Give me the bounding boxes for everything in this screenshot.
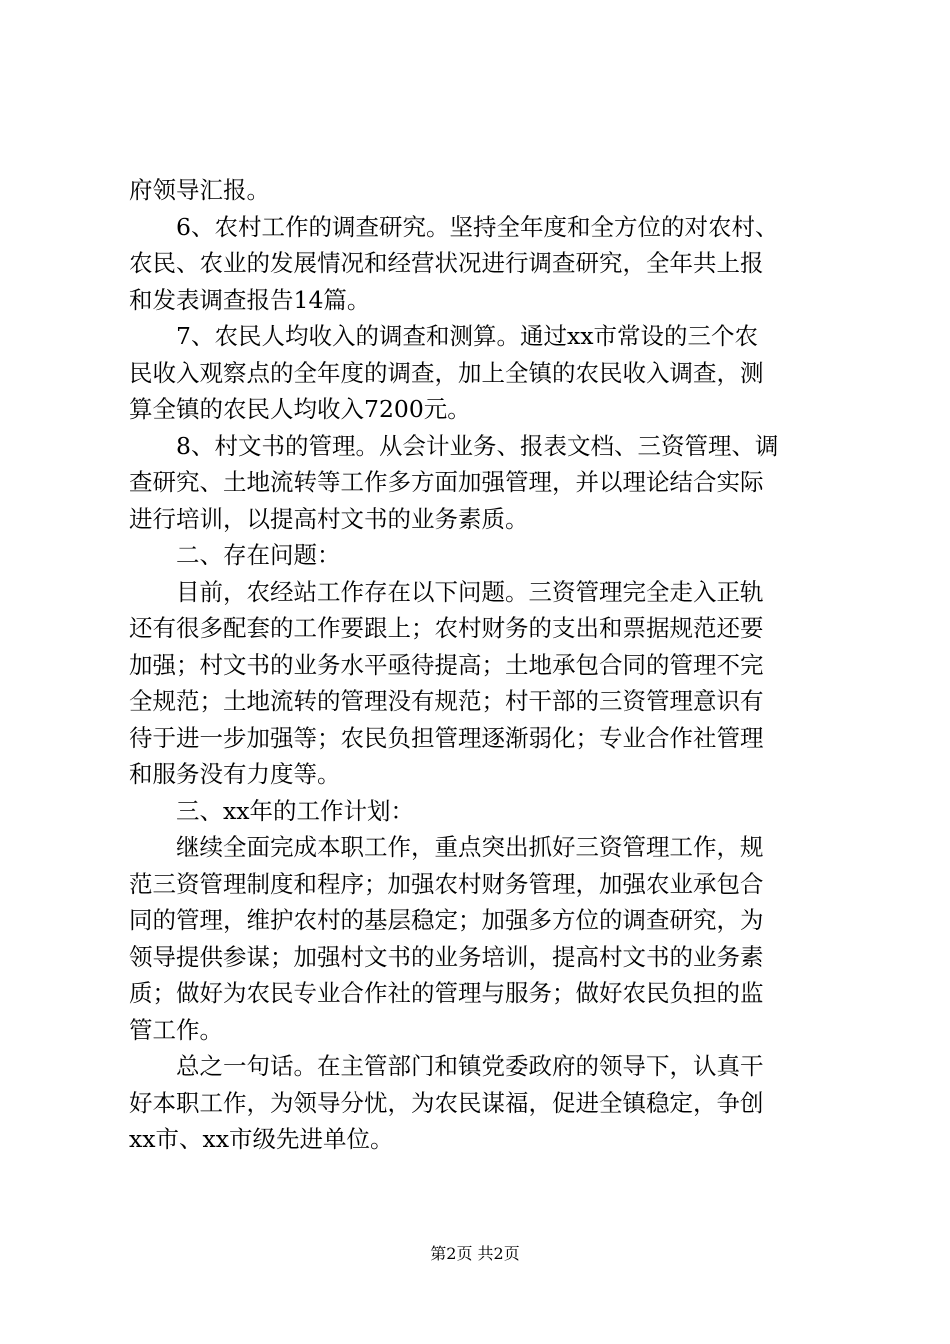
document-body [129, 172, 829, 1158]
text-line: 进行培训，以提高村文书的业务素质。 [129, 504, 529, 533]
text-line: 和服务没有力度等。 [129, 760, 341, 788]
text-line: 同的管理，维护农村的基层稳定；加强多方位的调查研究，为 [129, 906, 764, 934]
text-line: 民收入观察点的全年度的调查，加上全镇的农民收入调查，测 [129, 358, 764, 387]
text-line: 府领导汇报。 [129, 176, 270, 204]
text-line: 还有很多配套的工作要跟上；农村财务的支出和票据规范还要 [129, 614, 764, 642]
text-line: 范三资管理制度和程序；加强农村财务管理，加强农业承包合 [129, 869, 764, 898]
section-heading: 三、xx年的工作计划： [129, 796, 415, 825]
text-line: 农民、农业的发展情况和经营状况进行调查研究，全年共上报 [129, 249, 764, 277]
text-line: 8、村文书的管理。从会计业务、报表文档、三资管理、调 [129, 431, 779, 460]
text-line: 领导提供参谋；加强村文书的业务培训，提高村文书的业务素 [129, 942, 764, 971]
text-line: 全规范；土地流转的管理没有规范；村干部的三资管理意识有 [129, 687, 764, 715]
text-line: 和发表调查报告14篇。 [129, 285, 371, 314]
text-line: 7、农民人均收入的调查和测算。通过xx市常设的三个农 [129, 322, 758, 350]
text-line: 目前，农经站工作存在以下问题。三资管理完全走入正轨 [129, 577, 764, 606]
section-heading: 二、存在问题： [129, 541, 341, 569]
text-line: 算全镇的农民人均收入7200元。 [129, 395, 471, 423]
text-line: 查研究、土地流转等工作多方面加强管理，并以理论结合实际 [129, 468, 764, 496]
text-line: 加强；村文书的业务水平亟待提高；土地承包合同的管理不完 [129, 650, 764, 679]
text-line: 质；做好为农民专业合作社的管理与服务；做好农民负担的监 [129, 979, 764, 1007]
page-footer: 第2页 共2页 [430, 1244, 520, 1263]
text-line: 继续全面完成本职工作，重点突出抓好三资管理工作，规 [129, 833, 764, 861]
text-line: 待于进一步加强等；农民负担管理逐渐弱化；专业合作社管理 [129, 723, 764, 752]
text-line: 好本职工作，为领导分忧，为农民谋福，促进全镇稳定，争创 [129, 1088, 764, 1117]
text-line: 总之一句话。在主管部门和镇党委政府的领导下，认真干 [129, 1052, 764, 1080]
text-line: xx市、xx市级先进单位。 [129, 1125, 394, 1153]
text-line: 管工作。 [129, 1015, 223, 1044]
text-line: 6、农村工作的调查研究。坚持全年度和全方位的对农村、 [129, 212, 779, 241]
